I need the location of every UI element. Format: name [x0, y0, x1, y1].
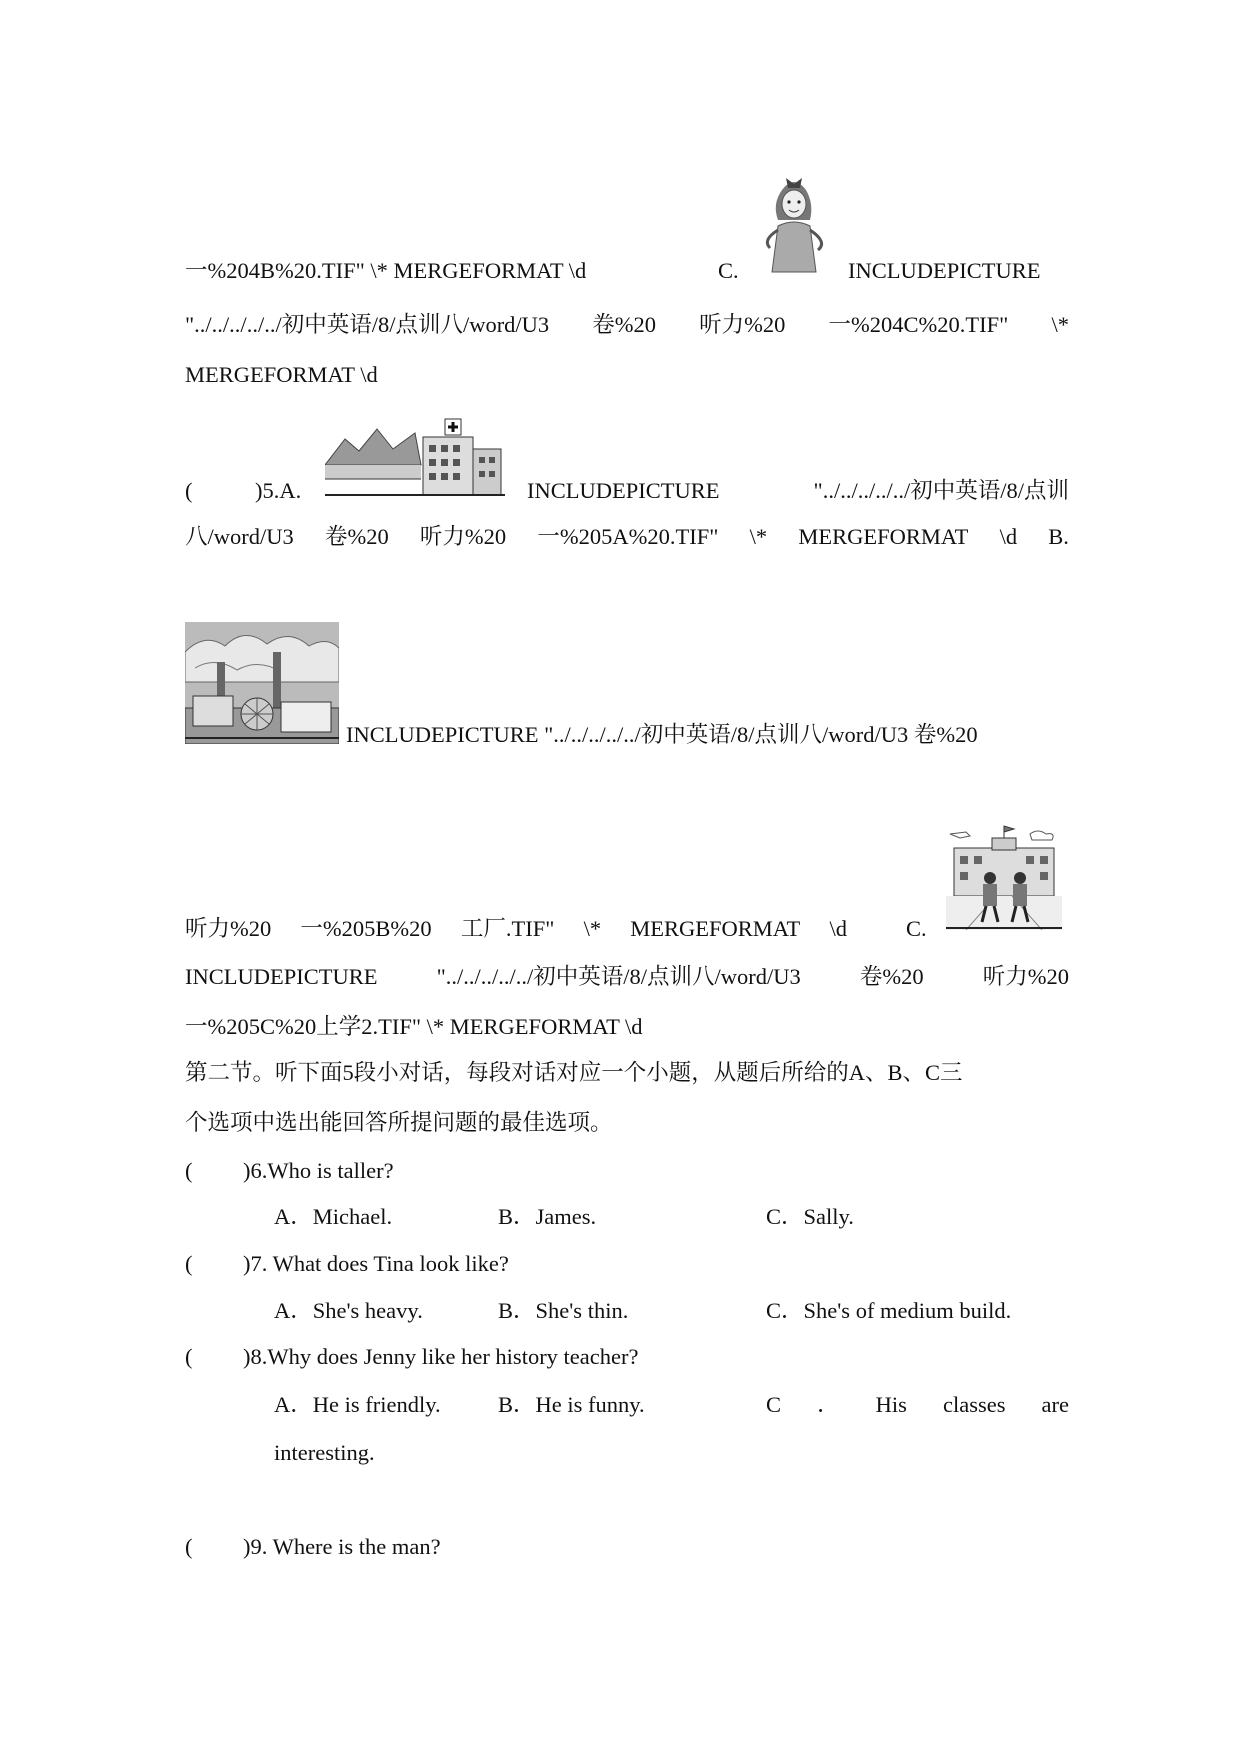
hospital-mountain-picture	[325, 415, 505, 497]
q5-paren: (	[185, 478, 193, 503]
q6-option-a: A．Michael.	[274, 1204, 393, 1229]
word: C	[766, 1392, 782, 1417]
word: MERGEFORMAT	[798, 524, 969, 549]
school-students-picture	[946, 824, 1062, 930]
word: 卷%20	[592, 312, 657, 337]
word: are	[1041, 1392, 1069, 1417]
word: "../../../../../初中英语/8/点训八/word/U3	[436, 964, 801, 989]
q5-line4-text	[185, 918, 847, 941]
q5-line3-text: INCLUDEPICTURE "../../../../../初中英语/8/点训八/word/U3 卷%20	[346, 722, 978, 747]
word: His	[875, 1392, 907, 1417]
q5-line6-text: 一%205C%20上学2.TIF" \* MERGEFORMAT \d	[185, 1014, 643, 1039]
word: "../../../../../初中英语/8/点训八/word/U3	[185, 312, 550, 337]
q8-stem: )8.Why does Jenny like her history teacher?	[243, 1344, 639, 1369]
word: \*	[1051, 312, 1069, 337]
word: \d	[829, 916, 847, 941]
girl-picture	[752, 170, 836, 274]
word: 听力%20	[185, 916, 272, 941]
q8-option-c-cont: interesting.	[274, 1440, 375, 1465]
q5-line5-text	[185, 966, 1069, 989]
word: 听力%20	[982, 964, 1069, 989]
word: \d	[999, 524, 1018, 549]
q5-line2-text	[185, 526, 1069, 549]
word: 一%205A%20.TIF"	[537, 524, 719, 549]
q9-stem: )9. Where is the man?	[243, 1534, 441, 1559]
q5-option-c-label: C.	[906, 916, 927, 941]
q4-includepicture-text: INCLUDEPICTURE	[848, 258, 1041, 283]
q8-option-a: A．He is friendly.	[274, 1392, 441, 1417]
q6-stem: )6.Who is taller?	[243, 1158, 394, 1183]
word: 卷%20	[324, 524, 389, 549]
q9-paren: (	[185, 1534, 193, 1559]
word: ．	[817, 1392, 840, 1417]
q4-option-c-label: C.	[718, 258, 739, 283]
q8-paren: (	[185, 1344, 193, 1369]
word: \*	[583, 916, 602, 941]
q6-option-b: B．James.	[498, 1204, 597, 1229]
word: INCLUDEPICTURE	[527, 478, 720, 503]
q7-option-c: C．She's of medium build.	[766, 1298, 1012, 1323]
word: 一%205B%20	[300, 916, 432, 941]
q6-paren: (	[185, 1158, 193, 1183]
q8-option-b: B．He is funny.	[498, 1392, 645, 1417]
factory-picture	[185, 622, 339, 744]
q7-paren: (	[185, 1251, 193, 1276]
word: 一%204C%20.TIF"	[828, 312, 1009, 337]
word: INCLUDEPICTURE	[185, 964, 378, 989]
q8-option-c	[766, 1394, 1069, 1417]
q4-path-line	[185, 314, 1069, 337]
q7-stem: )7. What does Tina look like?	[243, 1251, 509, 1276]
word: 听力%20	[419, 524, 507, 549]
word: "../../../../../初中英语/8/点训	[813, 478, 1069, 503]
word: 工厂.TIF"	[460, 916, 555, 941]
section-2-instructions-cont: 个选项中选出能回答所提问题的最佳选项。	[185, 1110, 613, 1135]
word: classes	[942, 1392, 1006, 1417]
word: B.	[1048, 524, 1069, 549]
q5-line1-text	[527, 480, 1069, 503]
word: 卷%20	[859, 964, 924, 989]
q4-mergeformat-text: MERGEFORMAT \d	[185, 362, 378, 387]
word: \*	[749, 524, 768, 549]
section-2-instructions: 第二节。听下面5段小对话，每段对话对应一个小题，从题后所给的A、B、C三	[185, 1060, 963, 1085]
q7-option-b: B．She's thin.	[498, 1298, 629, 1323]
word: 八/word/U3	[185, 524, 294, 549]
q6-option-c: C．Sally.	[766, 1204, 854, 1229]
q4-filename-text: 一%204B%20.TIF" \* MERGEFORMAT \d	[185, 258, 587, 283]
word: 听力%20	[699, 312, 786, 337]
word: MERGEFORMAT	[630, 916, 801, 941]
q7-option-a: A．She's heavy.	[274, 1298, 423, 1323]
q5-label: )5.A.	[255, 478, 302, 503]
